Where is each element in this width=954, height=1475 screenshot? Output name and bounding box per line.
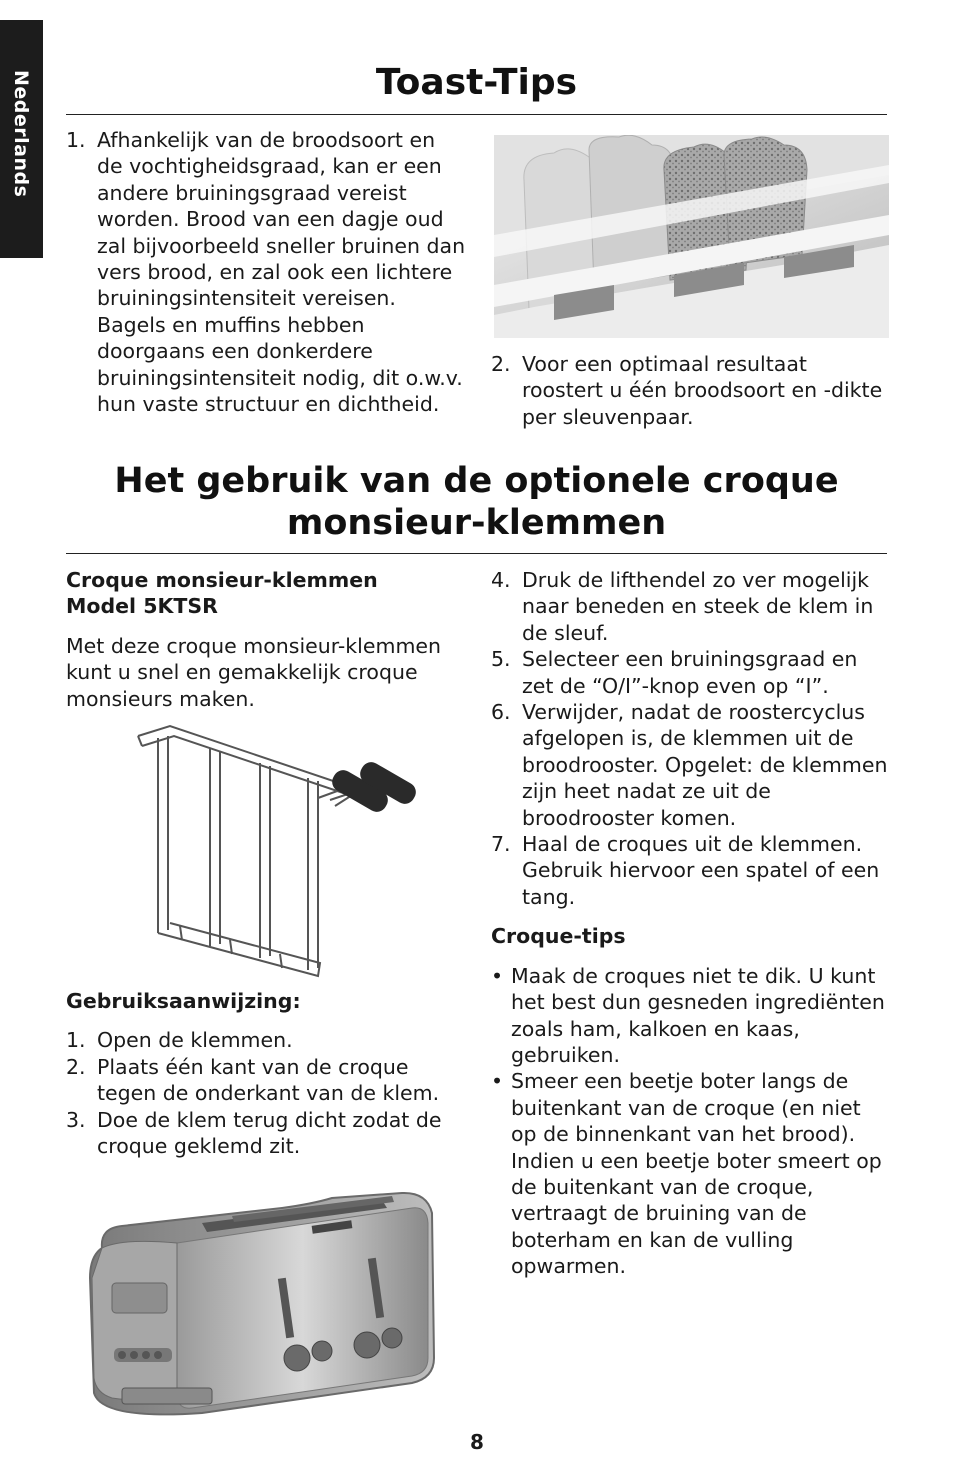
page-number: 8	[470, 1430, 484, 1454]
intro-text: Met deze croque monsieur-klemmen kunt u snel en gemakkelijk croque monsieurs maken.	[66, 633, 442, 711]
usage-steps-left	[66, 1027, 466, 1159]
title-rule	[66, 114, 887, 115]
list-text: Plaats één kant van de croque tegen de onderkant van de klem.	[97, 1054, 440, 1106]
croque-section-title: Het gebruik van de optionele croque monsieur-klemmen	[114, 461, 839, 543]
language-tab	[0, 20, 43, 258]
croque-right-column	[491, 567, 891, 1280]
model-heading-line-2: Model 5KTSR	[66, 594, 218, 619]
list-item	[491, 831, 891, 910]
list-item	[491, 646, 891, 699]
list-text: Haal de croques uit de klemmen. Gebruik hiervoor een spatel of een tang.	[522, 832, 880, 909]
tips-heading: Croque-tips	[491, 924, 626, 949]
list-number: 3.	[66, 1107, 86, 1132]
list-item	[491, 963, 891, 1069]
list-number: 2.	[491, 352, 511, 376]
list-item	[491, 567, 891, 646]
list-text: Doe de klem terug dicht zodat de croque geklemd zit.	[97, 1107, 442, 1159]
toast-in-slots-illustration	[494, 135, 889, 338]
list-number: 1.	[66, 1028, 86, 1053]
bullet-icon: •	[491, 963, 504, 988]
list-number: 6.	[491, 700, 511, 725]
toast-tip-1	[66, 127, 466, 417]
list-text: Voor een optimaal resultaat roostert u één broodsoort en -dikte per sleuvenpaar.	[522, 352, 883, 429]
bullet-icon: •	[491, 1069, 504, 1094]
list-number: 2.	[66, 1054, 86, 1079]
list-text: Druk de lifthendel zo ver mogelijk naar beneden en steek de klem in de sleuf.	[522, 568, 874, 645]
list-text: Smeer een beetje boter langs de buitenkant van de croque (en niet op de binnenkant van het brood). Indien u een beetje boter smeert op de buitenkant van de croque, vertraagt de bruining van de boterham en kan de vulling opwarmen.	[511, 1069, 882, 1279]
toast-tips-title: Toast-Tips	[375, 62, 578, 103]
list-item	[491, 1068, 891, 1279]
usage-heading: Gebruiksaanwijzing:	[66, 989, 301, 1013]
croque-clamp-illustration	[130, 718, 430, 980]
list-text: Maak de croques niet te dik. U kunt het best dun gesneden ingrediënten zoals ham, kalkoen en kaas, gebruiken.	[511, 963, 885, 1067]
list-text: Afhankelijk van de broodsoort en de vochtigheidsgraad, kan er een andere bruiningsgraad vereist worden. Brood van een dagje oud zal bijvoorbeeld sneller bruinen dan vers brood, en zal ook een lichtere bruiningsintensiteit vereisen. Bagels en muffins hebben doorgaans een donkerdere bruiningsintensiteit nodig, dit o.w.v. hun vaste structuur en dichtheid.	[97, 128, 466, 417]
language-tab-label: Nederlands	[10, 70, 32, 198]
list-item	[66, 1027, 466, 1053]
section-rule	[66, 553, 887, 554]
list-item	[66, 1107, 466, 1160]
toast-tip-2	[491, 351, 891, 430]
list-item	[491, 699, 891, 831]
tips-list	[491, 963, 891, 1280]
list-number: 4.	[491, 568, 511, 592]
list-text: Verwijder, nadat de roostercyclus afgelopen is, de klemmen uit de broodrooster. Opgelet: de klemmen zijn heet nadat ze uit de broodrooster komen.	[522, 700, 888, 830]
list-text: Selecteer een bruiningsgraad en zet de “O/I”-knop even op “I”.	[522, 647, 858, 698]
list-item	[66, 127, 466, 417]
model-heading	[66, 567, 466, 620]
usage-block	[66, 988, 466, 1159]
list-number: 5.	[491, 647, 511, 672]
toaster-illustration	[82, 1188, 450, 1420]
croque-left-column	[66, 567, 466, 712]
list-item	[66, 1054, 466, 1107]
list-item	[491, 351, 891, 430]
model-heading-line-1: Croque monsieur-klemmen	[66, 568, 378, 592]
list-number: 1.	[66, 128, 86, 152]
list-text: Open de klemmen.	[97, 1028, 293, 1053]
list-number: 7.	[491, 832, 511, 857]
usage-steps-right	[491, 567, 891, 910]
